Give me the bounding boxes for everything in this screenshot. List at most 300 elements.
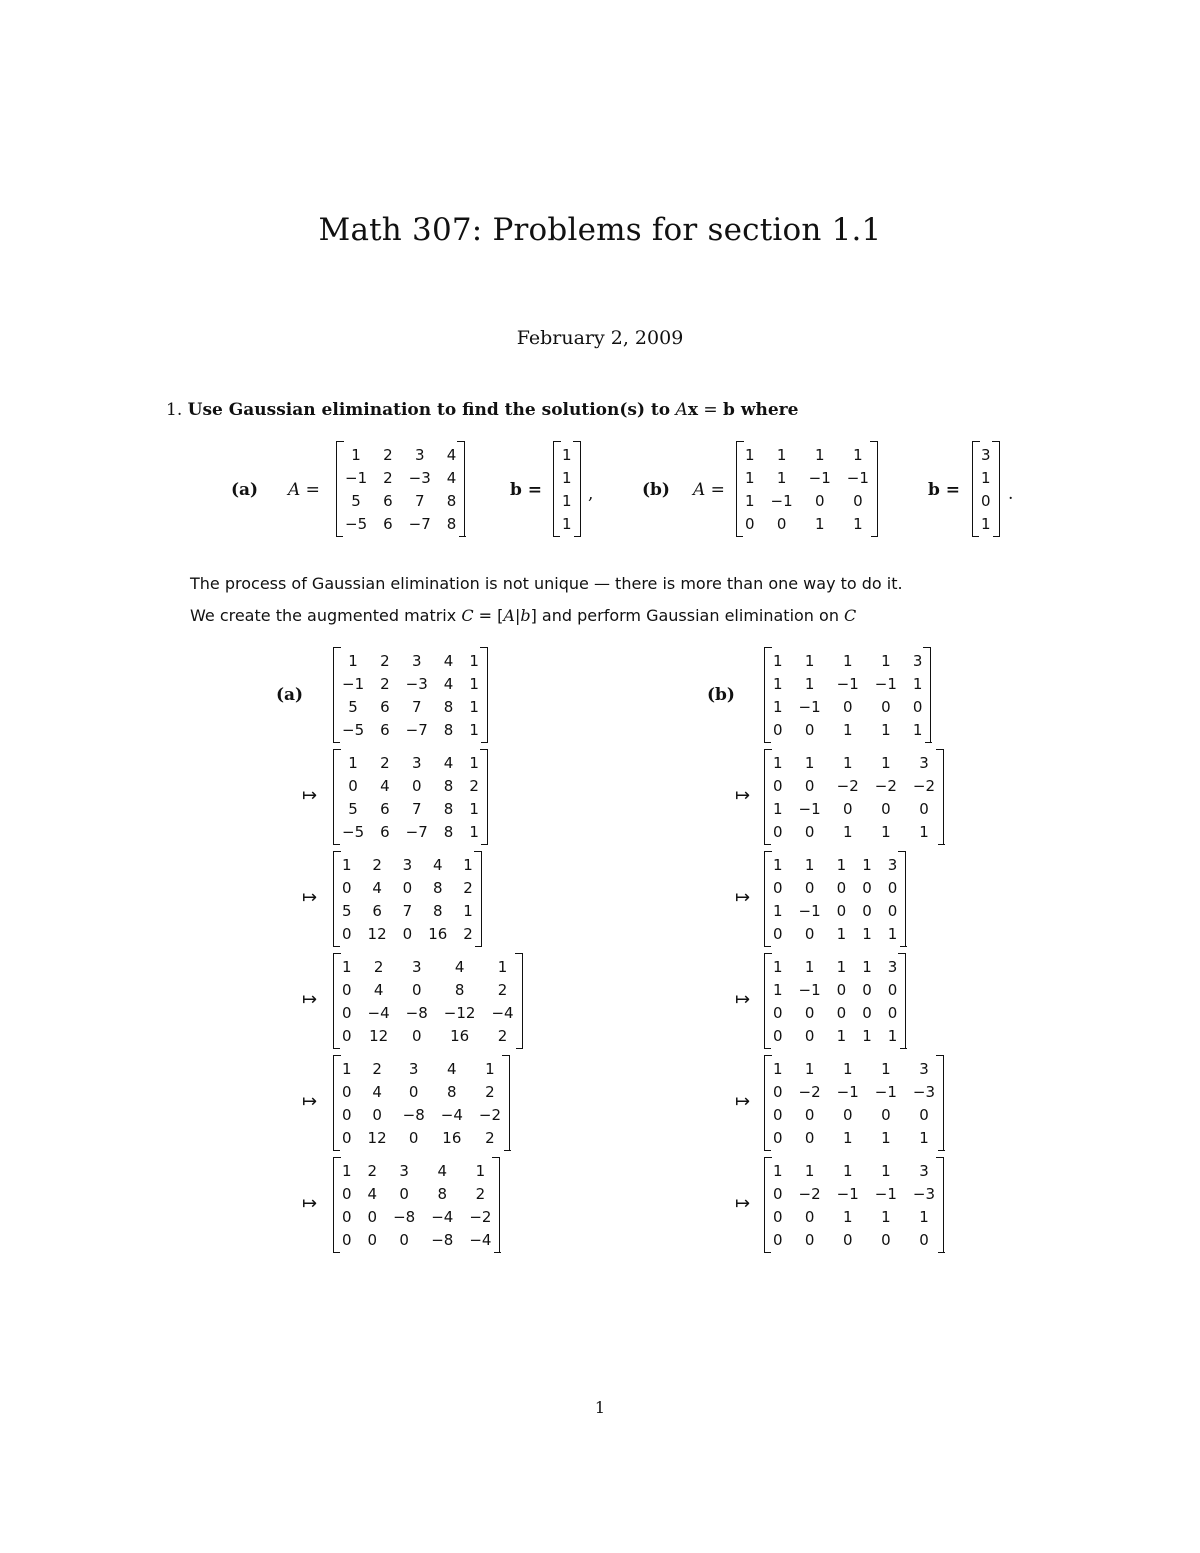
matrix-row [765, 922, 905, 945]
matrix-row [765, 649, 930, 672]
p2-close: ] [530, 606, 537, 625]
matrix-row [334, 899, 481, 922]
matrix-entry: 1 [562, 445, 572, 464]
matrix-entry: 1 [773, 855, 783, 874]
matrix-entry: 2 [373, 957, 384, 976]
matrix-table [334, 751, 487, 843]
matrix-entry: 3 [919, 1161, 929, 1180]
matrix-entry: 0 [804, 878, 815, 897]
matrix-entry: 3 [919, 753, 929, 772]
eq-b: b [723, 400, 735, 420]
matrix-entry: 6 [372, 901, 382, 920]
matrix-entry: 5 [342, 901, 352, 920]
augmented-matrix [333, 749, 488, 845]
matrix-entry: 0 [773, 1082, 783, 1101]
matrix-entry: 1 [804, 957, 815, 976]
matrix-entry: −1 [770, 491, 793, 510]
matrix-entry: 2 [497, 1026, 508, 1045]
augmented-matrix [764, 1055, 944, 1151]
matrix-row [737, 489, 877, 512]
matrix-entry: −3 [408, 468, 431, 487]
matrix-entry: 1 [348, 753, 358, 772]
p2-C: C [461, 606, 474, 625]
matrix-entry: 1 [842, 1161, 853, 1180]
matrix-entry: 3 [408, 1059, 419, 1078]
matrix-row [737, 443, 877, 466]
matrix-entry: 2 [383, 445, 393, 464]
matrix-entry: 0 [862, 1003, 872, 1022]
matrix-entry: 1 [342, 1059, 352, 1078]
matrix-entry: 0 [862, 901, 872, 920]
given-b-label: (b) [642, 480, 670, 500]
matrix-entry: 1 [469, 674, 479, 693]
matrix-entry: 2 [372, 1059, 382, 1078]
matrix-entry: 3 [414, 445, 425, 464]
matrix-row [765, 1228, 943, 1251]
matrix-entry: 0 [912, 697, 923, 716]
matrix-entry: 2 [475, 1184, 486, 1203]
given-b-A-text: A = [693, 480, 725, 500]
matrix-entry: 1 [463, 855, 473, 874]
matrix-row [765, 797, 943, 820]
matrix-entry: 0 [773, 1184, 783, 1203]
matrix-entry: 3 [399, 1161, 409, 1180]
matrix-row [334, 955, 522, 978]
matrix-row [334, 1126, 509, 1149]
matrix-entry: 2 [485, 1082, 495, 1101]
matrix-entry: −8 [405, 1003, 428, 1022]
matrix-entry: 1 [887, 1026, 898, 1045]
matrix-entry: 1 [773, 957, 783, 976]
paragraph-gaussian-not-unique: The process of Gaussian elimination is not unique — there is more than one way to do it. [190, 574, 903, 593]
matrix-entry: −1 [836, 1184, 859, 1203]
matrix-entry: 4 [446, 445, 457, 464]
matrix-entry: 0 [814, 491, 825, 510]
augmented-matrix [764, 1157, 944, 1253]
maps-to-arrow: ↦ [735, 1091, 751, 1112]
matrix-row [334, 1024, 522, 1047]
matrix-entry: 1 [881, 651, 891, 670]
matrix-entry: 3 [411, 957, 422, 976]
matrix-entry: 7 [414, 491, 425, 510]
matrix-entry: 0 [836, 878, 847, 897]
p2-post: and perform Gaussian elimination on [536, 606, 845, 625]
matrix-entry: 0 [773, 924, 783, 943]
matrix-entry: 12 [367, 924, 387, 943]
matrix-row [334, 649, 487, 672]
matrix-entry: −2 [798, 1184, 821, 1203]
matrix-entry: 0 [342, 1026, 352, 1045]
matrix-entry: −3 [912, 1184, 936, 1203]
matrix-entry: 0 [411, 1026, 422, 1045]
matrix-entry: 2 [463, 878, 473, 897]
matrix-entry: 4 [432, 855, 443, 874]
matrix-row [765, 1080, 943, 1103]
matrix-entry: 0 [919, 799, 929, 818]
matrix-table [765, 1159, 943, 1251]
matrix-entry: 8 [437, 1184, 448, 1203]
matrix-entry: 1 [804, 651, 815, 670]
matrix-row [334, 1205, 499, 1228]
matrix-entry: 2 [463, 924, 473, 943]
matrix-entry: 3 [887, 855, 898, 874]
matrix-row [765, 955, 905, 978]
augmented-matrix [333, 1157, 500, 1253]
matrix-entry: 8 [443, 720, 454, 739]
matrix-entry: 1 [804, 1161, 815, 1180]
matrix-row [765, 751, 943, 774]
matrix-entry: 1 [853, 445, 863, 464]
matrix-row [334, 1057, 509, 1080]
matrix-entry: 0 [399, 1230, 409, 1249]
matrix-entry: 0 [842, 1230, 853, 1249]
matrix-entry: 1 [745, 445, 755, 464]
matrix-entry: 1 [773, 901, 783, 920]
matrix-entry: 0 [776, 514, 787, 533]
augmented-matrix [333, 647, 488, 743]
matrix-entry: 3 [912, 651, 923, 670]
matrix-entry: 1 [881, 753, 891, 772]
given-b-sep: . [1008, 484, 1014, 504]
matrix-entry: 1 [881, 1161, 891, 1180]
matrix-entry: 0 [411, 776, 422, 795]
augmented-matrix [764, 851, 906, 947]
matrix-row [765, 1126, 943, 1149]
matrix-row [334, 876, 481, 899]
matrix-entry: 1 [469, 651, 479, 670]
matrix-entry: 0 [881, 1105, 891, 1124]
matrix-entry: 1 [469, 697, 479, 716]
matrix-table [554, 443, 580, 535]
matrix-entry: 1 [773, 980, 783, 999]
given-a-b-matrix [553, 441, 581, 537]
paragraph-augmented-matrix [190, 606, 856, 625]
document-date: February 2, 2009 [516, 327, 684, 349]
matrix-row [334, 672, 487, 695]
matrix-entry: 6 [380, 822, 390, 841]
matrix-entry: −2 [912, 776, 936, 795]
matrix-row [337, 512, 464, 535]
matrix-entry: 8 [432, 878, 443, 897]
matrix-entry: 0 [773, 1003, 783, 1022]
matrix-row [554, 443, 580, 466]
matrix-entry: 0 [842, 697, 853, 716]
matrix-row [334, 1182, 499, 1205]
eq-equals: = [697, 400, 724, 420]
matrix-entry: 0 [862, 980, 872, 999]
matrix-table [337, 443, 464, 535]
matrix-table [765, 649, 930, 741]
matrix-row [334, 797, 487, 820]
matrix-entry: 0 [745, 514, 755, 533]
matrix-entry: 0 [804, 1230, 815, 1249]
matrix-entry: 8 [454, 980, 465, 999]
matrix-row [334, 1080, 509, 1103]
matrix-entry: 0 [842, 799, 853, 818]
given-a-A-label [288, 480, 320, 500]
matrix-entry: 4 [373, 980, 384, 999]
matrix-entry: −3 [912, 1082, 936, 1101]
matrix-entry: −4 [440, 1105, 463, 1124]
matrix-entry: 1 [351, 445, 361, 464]
matrix-row [973, 512, 999, 535]
matrix-entry: 0 [773, 1207, 783, 1226]
matrix-entry: 2 [383, 468, 393, 487]
matrix-row [334, 978, 522, 1001]
matrix-entry: 7 [402, 901, 413, 920]
matrix-table [334, 853, 481, 945]
matrix-entry: 4 [380, 776, 390, 795]
matrix-entry: 2 [469, 776, 479, 795]
matrix-entry: −1 [836, 674, 859, 693]
p2-b: b [520, 606, 531, 625]
matrix-entry: −4 [491, 1003, 514, 1022]
matrix-entry: −2 [798, 1082, 821, 1101]
matrix-row [765, 718, 930, 741]
matrix-entry: 0 [836, 1003, 847, 1022]
matrix-entry: 0 [342, 924, 352, 943]
matrix-entry: 1 [912, 720, 923, 739]
matrix-entry: 1 [842, 720, 853, 739]
matrix-entry: 0 [411, 980, 422, 999]
matrix-entry: 16 [428, 924, 448, 943]
matrix-entry: 0 [773, 1230, 783, 1249]
problem-statement [166, 400, 798, 420]
matrix-entry: −4 [367, 1003, 390, 1022]
matrix-entry: −2 [469, 1207, 492, 1226]
matrix-entry: 5 [348, 799, 358, 818]
matrix-entry: 1 [919, 1128, 929, 1147]
matrix-entry: 1 [836, 957, 847, 976]
matrix-entry: −2 [874, 776, 897, 795]
matrix-entry: 0 [919, 1230, 929, 1249]
matrix-row [765, 1057, 943, 1080]
matrix-entry: 1 [776, 468, 787, 487]
given-a-b-text: b = [510, 480, 543, 500]
p2-A: A [503, 606, 515, 625]
matrix-entry: 1 [562, 514, 572, 533]
matrix-entry: 1 [497, 957, 508, 976]
matrix-entry: 1 [842, 651, 853, 670]
given-a-A-matrix [336, 441, 465, 537]
matrix-row [334, 1103, 509, 1126]
augmented-matrix [764, 749, 944, 845]
matrix-entry: 3 [981, 445, 991, 464]
matrix-entry: 4 [372, 1082, 382, 1101]
matrix-entry: −1 [798, 980, 821, 999]
matrix-entry: 3 [887, 957, 898, 976]
matrix-entry: 0 [773, 878, 783, 897]
matrix-table [973, 443, 999, 535]
matrix-entry: 1 [836, 855, 847, 874]
matrix-entry: 2 [380, 651, 390, 670]
matrix-entry: 1 [912, 674, 923, 693]
matrix-entry: 0 [804, 1207, 815, 1226]
matrix-entry: 1 [773, 753, 783, 772]
matrix-entry: 4 [443, 651, 454, 670]
matrix-entry: 1 [842, 1059, 853, 1078]
maps-to-arrow: ↦ [735, 887, 751, 908]
matrix-entry: 6 [383, 491, 393, 510]
p2-pre: We create the augmented matrix [190, 606, 462, 625]
matrix-entry: 4 [447, 1059, 457, 1078]
matrix-entry: 1 [853, 514, 863, 533]
matrix-entry: 2 [485, 1128, 495, 1147]
matrix-row [765, 672, 930, 695]
matrix-entry: −1 [874, 1082, 897, 1101]
matrix-entry: 1 [881, 1128, 891, 1147]
matrix-entry: 1 [881, 720, 891, 739]
matrix-entry: −1 [836, 1082, 859, 1101]
problem-text-end: where [734, 400, 799, 420]
maps-to-arrow: ↦ [735, 785, 751, 806]
steps-b-label: (b) [707, 685, 735, 705]
given-b-b-text: b = [928, 480, 961, 500]
matrix-row [737, 466, 877, 489]
matrix-entry: 0 [804, 1128, 815, 1147]
matrix-entry: 0 [981, 491, 991, 510]
matrix-row [554, 489, 580, 512]
matrix-entry: −7 [405, 720, 428, 739]
matrix-entry: 1 [804, 674, 815, 693]
matrix-entry: 1 [862, 1026, 872, 1045]
matrix-entry: 1 [842, 753, 853, 772]
matrix-entry: 0 [773, 776, 783, 795]
matrix-entry: 0 [342, 1207, 352, 1226]
matrix-entry: 1 [836, 924, 847, 943]
matrix-entry: 0 [887, 878, 898, 897]
matrix-entry: 0 [773, 1128, 783, 1147]
matrix-row [765, 1182, 943, 1205]
matrix-entry: 0 [919, 1105, 929, 1124]
matrix-entry: 1 [469, 822, 479, 841]
matrix-entry: 0 [367, 1207, 378, 1226]
matrix-entry: 3 [411, 753, 422, 772]
matrix-entry: 1 [814, 514, 825, 533]
matrix-entry: 1 [981, 468, 991, 487]
matrix-entry: 0 [804, 1003, 815, 1022]
matrix-table [334, 955, 522, 1047]
matrix-entry: 0 [881, 697, 891, 716]
augmented-matrix [333, 851, 482, 947]
matrix-entry: 7 [411, 697, 422, 716]
matrix-entry: 0 [402, 878, 413, 897]
matrix-entry: 0 [804, 1026, 815, 1045]
matrix-entry: 8 [443, 776, 454, 795]
matrix-entry: 1 [469, 753, 479, 772]
matrix-entry: 1 [475, 1161, 486, 1180]
matrix-entry: −4 [469, 1230, 492, 1249]
matrix-row [765, 978, 905, 1001]
matrix-entry: 0 [804, 720, 815, 739]
matrix-entry: 1 [773, 1059, 783, 1078]
given-a-b-label [510, 480, 542, 500]
matrix-row [765, 695, 930, 718]
matrix-entry: 0 [853, 491, 863, 510]
p2-mid: = [ [473, 606, 504, 625]
matrix-entry: 1 [842, 1128, 853, 1147]
matrix-row [334, 922, 481, 945]
matrix-entry: 8 [446, 491, 457, 510]
matrix-row [334, 1001, 522, 1024]
matrix-entry: 0 [773, 822, 783, 841]
matrix-entry: 1 [776, 445, 787, 464]
matrix-entry: 0 [887, 901, 898, 920]
matrix-entry: 12 [367, 1128, 387, 1147]
problem-number: 1. [166, 400, 183, 420]
matrix-entry: 0 [342, 980, 352, 999]
matrix-entry: 1 [919, 822, 929, 841]
maps-to-arrow: ↦ [302, 989, 318, 1010]
matrix-entry: 0 [773, 1105, 783, 1124]
matrix-entry: 6 [380, 720, 390, 739]
matrix-row [737, 512, 877, 535]
eq-x: x [687, 400, 698, 420]
matrix-entry: 8 [443, 822, 454, 841]
matrix-entry: −5 [342, 822, 365, 841]
matrix-entry: 0 [408, 1082, 419, 1101]
matrix-entry: 0 [881, 1230, 891, 1249]
matrix-entry: 1 [881, 1207, 891, 1226]
matrix-row [765, 1205, 943, 1228]
matrix-row [765, 774, 943, 797]
matrix-entry: 0 [836, 901, 847, 920]
matrix-entry: 1 [981, 514, 991, 533]
matrix-entry: −1 [808, 468, 831, 487]
matrix-entry: 1 [562, 491, 572, 510]
maps-to-arrow: ↦ [735, 1193, 751, 1214]
matrix-row [973, 443, 999, 466]
matrix-row [765, 1001, 905, 1024]
matrix-entry: 1 [814, 445, 825, 464]
matrix-entry: 0 [862, 878, 872, 897]
matrix-entry: 1 [773, 651, 783, 670]
matrix-entry: 1 [804, 855, 815, 874]
matrix-row [765, 820, 943, 843]
matrix-entry: 1 [463, 901, 473, 920]
augmented-matrix [764, 647, 931, 743]
page-title: Math 307: Problems for section 1.1 [318, 212, 882, 248]
matrix-entry: 0 [881, 799, 891, 818]
matrix-entry: −1 [345, 468, 368, 487]
matrix-entry: 6 [380, 697, 390, 716]
matrix-entry: 1 [469, 799, 479, 818]
matrix-entry: 0 [342, 1184, 352, 1203]
matrix-entry: 1 [887, 924, 898, 943]
matrix-entry: 1 [842, 1207, 853, 1226]
matrix-entry: 4 [443, 753, 454, 772]
maps-to-arrow: ↦ [302, 1091, 318, 1112]
p2-C2: C [844, 606, 857, 625]
matrix-entry: 2 [367, 1161, 378, 1180]
matrix-entry: −7 [405, 822, 428, 841]
matrix-entry: −3 [405, 674, 428, 693]
matrix-entry: 1 [469, 720, 479, 739]
matrix-table [765, 955, 905, 1047]
matrix-table [765, 751, 943, 843]
matrix-entry: −5 [342, 720, 365, 739]
matrix-entry: 0 [372, 1105, 382, 1124]
matrix-row [337, 443, 464, 466]
matrix-row [765, 1024, 905, 1047]
matrix-entry: 8 [443, 697, 454, 716]
matrix-entry: 0 [342, 1082, 352, 1101]
matrix-table [334, 1159, 499, 1251]
matrix-entry: 1 [881, 822, 891, 841]
matrix-entry: −8 [393, 1207, 416, 1226]
matrix-entry: 12 [369, 1026, 389, 1045]
matrix-entry: 6 [380, 799, 390, 818]
